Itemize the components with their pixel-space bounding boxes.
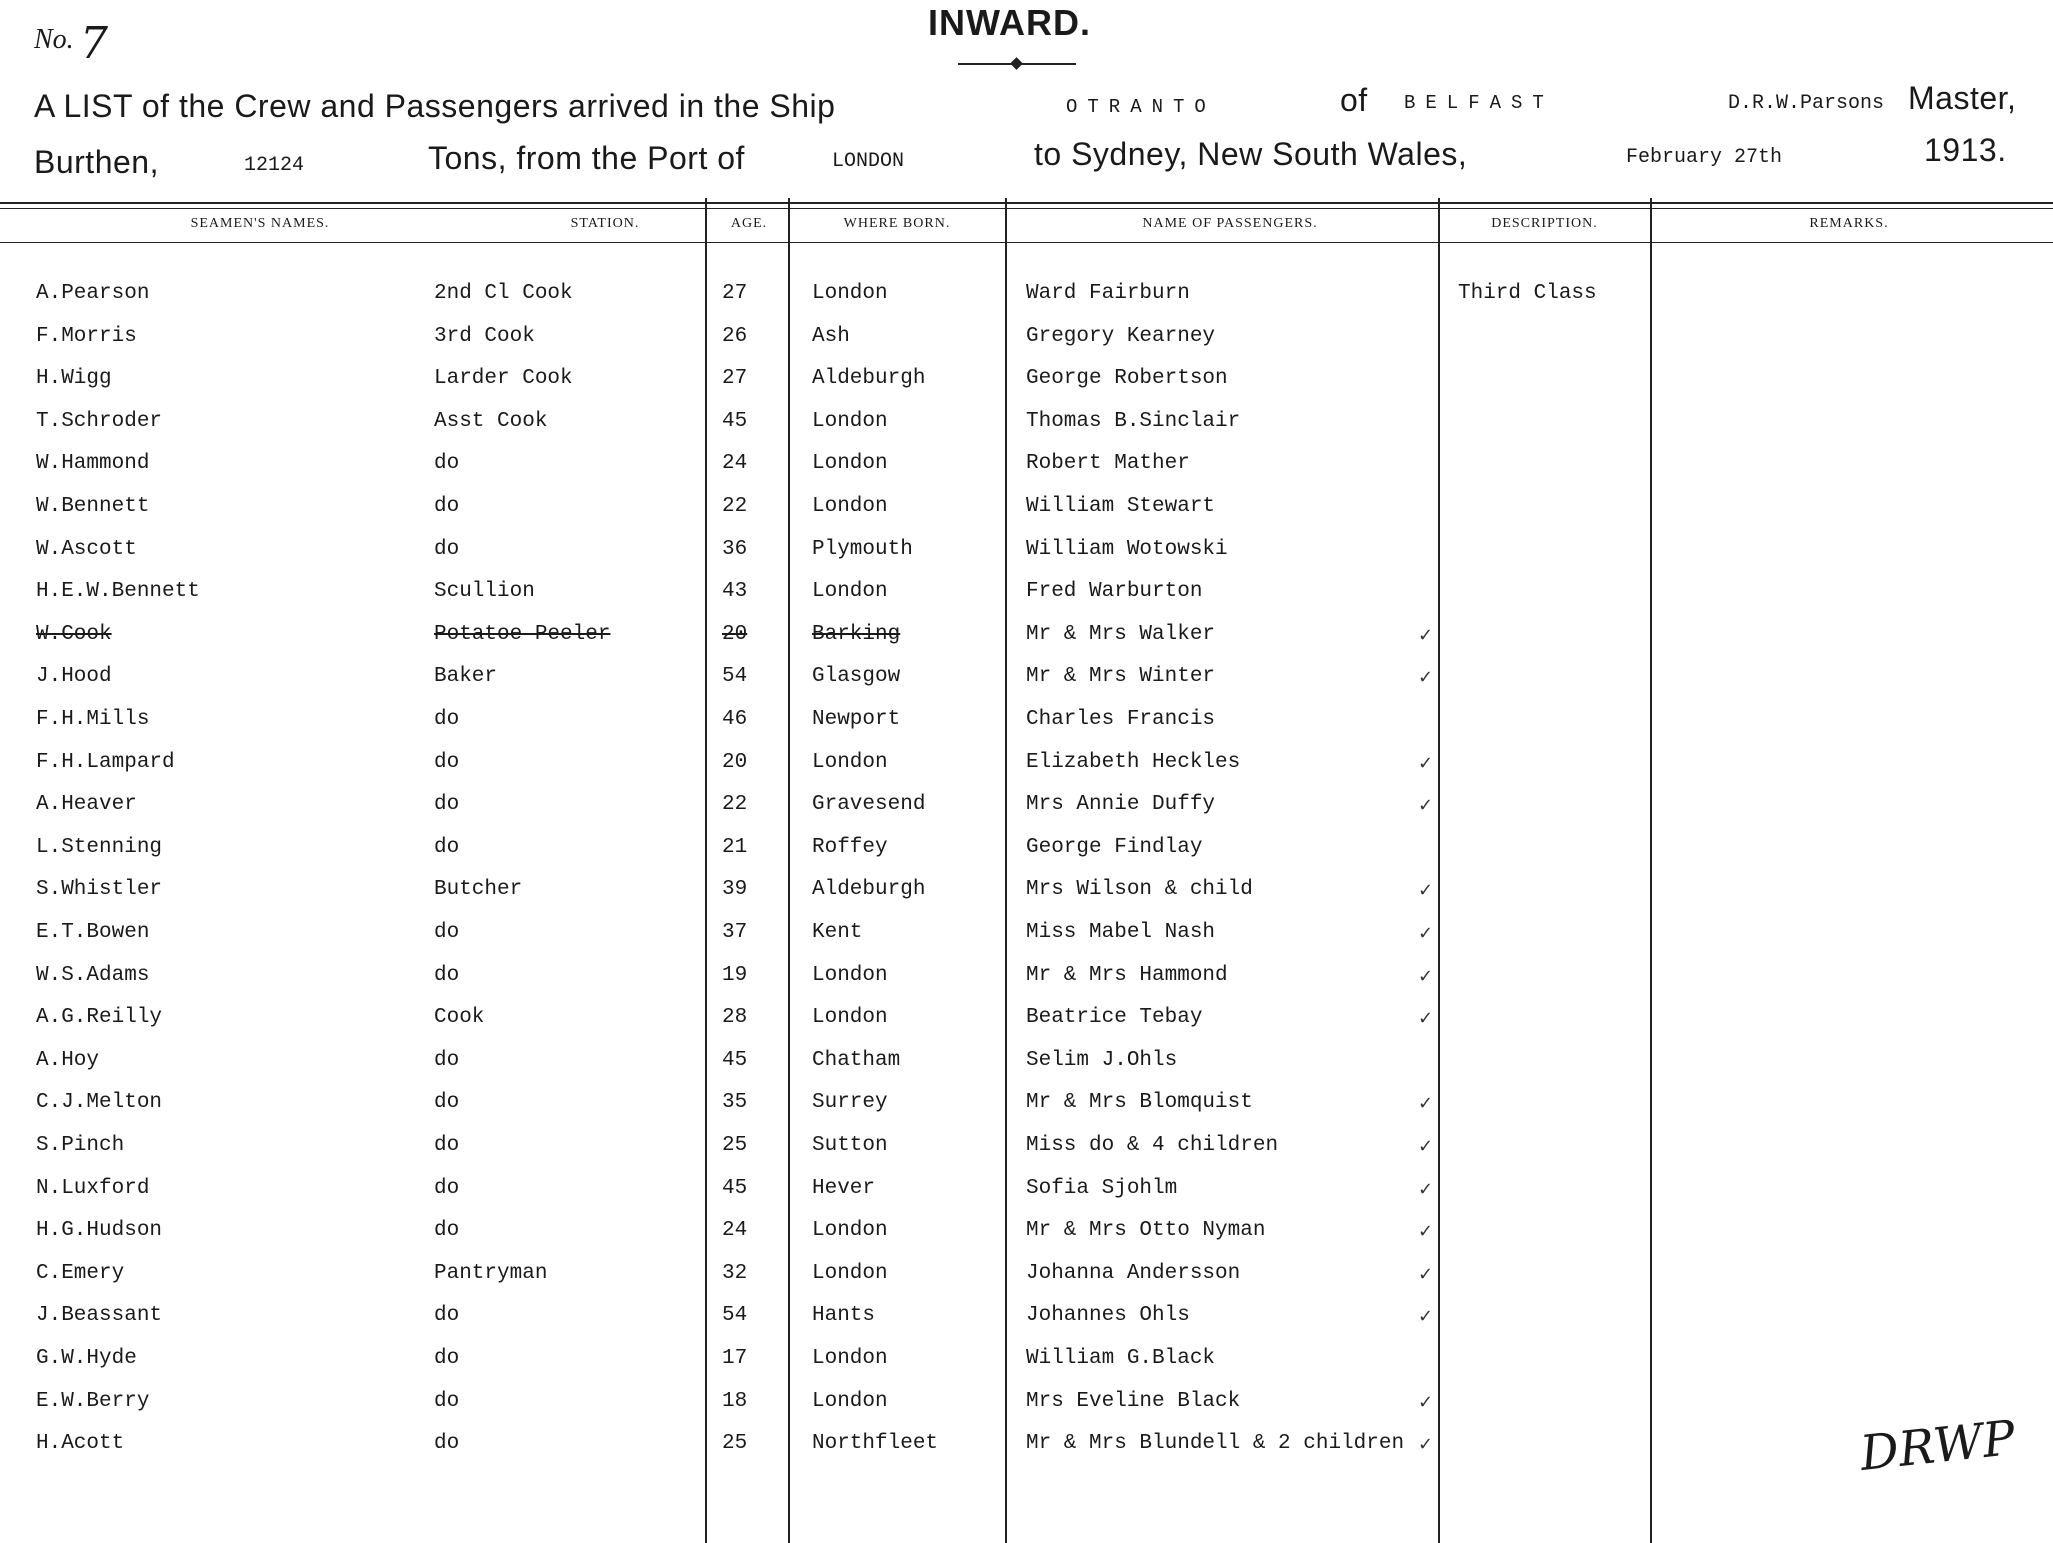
seaman-age: 46	[722, 708, 748, 731]
passenger-name: Mrs Wilson & child	[1026, 878, 1253, 902]
seaman-birthplace: Plymouth	[812, 537, 913, 561]
table-row	[0, 495, 2053, 535]
column-header-remarks: REMARKS.	[1809, 216, 1889, 231]
seaman-station: do	[434, 1304, 460, 1328]
table-row	[0, 1134, 2053, 1174]
seaman-age: 27	[722, 367, 748, 391]
seaman-birthplace: London	[812, 452, 888, 476]
seaman-station: Asst Cook	[434, 409, 548, 433]
seaman-birthplace: Chatham	[812, 1048, 901, 1072]
passenger-name: Fred Warburton	[1026, 580, 1203, 604]
seaman-age: 24	[722, 452, 748, 476]
seaman-station: Scullion	[434, 580, 535, 604]
check-mark-icon: ✓	[1418, 1093, 1434, 1115]
seaman-age: 45	[722, 409, 748, 433]
seaman-birthplace: Hants	[812, 1304, 876, 1328]
seaman-birthplace: Hever	[812, 1176, 876, 1200]
seaman-birthplace: London	[812, 1006, 888, 1030]
seaman-name: L.Stenning	[36, 835, 163, 859]
seaman-name: F.H.Mills	[36, 708, 150, 731]
seaman-name: J.Hood	[36, 665, 112, 689]
seaman-station: Butcher	[434, 878, 523, 902]
passenger-name: Charles Francis	[1026, 708, 1216, 731]
seaman-birthplace: London	[812, 1347, 888, 1370]
table-row	[0, 964, 2053, 1004]
passenger-name: Gregory Kearney	[1026, 324, 1216, 348]
seaman-age: 43	[722, 580, 748, 604]
passenger-name: Sofia Sjohlm	[1026, 1176, 1178, 1200]
passenger-name: George Findlay	[1026, 835, 1203, 859]
check-mark-icon: ✓	[1418, 1136, 1434, 1157]
table-top-rule	[0, 202, 2053, 204]
table-row	[0, 708, 2053, 748]
seaman-age: 24	[722, 1219, 748, 1243]
table-row	[0, 1049, 2053, 1089]
seaman-name: W.Hammond	[36, 452, 150, 476]
passenger-description: Third Class	[1458, 282, 1597, 305]
seaman-birthplace: London	[812, 1261, 888, 1285]
passenger-name: Johanna Andersson	[1026, 1261, 1241, 1285]
passenger-name: Johannes Ohls	[1026, 1304, 1190, 1328]
table-row	[0, 410, 2053, 450]
column-header-age: AGE.	[730, 216, 768, 231]
passenger-name: Elizabeth Heckles	[1026, 750, 1241, 774]
seaman-name: A.G.Reilly	[36, 1006, 163, 1030]
seaman-age: 27	[722, 282, 748, 305]
passenger-name: Selim J.Ohls	[1026, 1048, 1178, 1072]
seaman-age: 21	[722, 835, 748, 859]
table-row	[0, 1304, 2053, 1344]
seaman-station: Larder Cook	[434, 367, 573, 391]
seaman-birthplace: Sutton	[812, 1134, 888, 1157]
seaman-station: do	[434, 1176, 460, 1200]
seaman-name: W.Bennett	[36, 495, 150, 518]
seaman-name: F.Morris	[36, 324, 137, 348]
seaman-name: J.Beassant	[36, 1304, 163, 1328]
table-header-rule	[0, 242, 2053, 243]
seaman-name: A.Hoy	[36, 1048, 100, 1072]
seaman-age: 45	[722, 1176, 748, 1200]
seaman-name: H.E.W.Bennett	[36, 580, 200, 604]
seaman-station: 3rd Cook	[434, 324, 535, 348]
passenger-name: Mr & Mrs Walker	[1026, 622, 1216, 646]
table-row	[0, 282, 2053, 322]
seaman-age: 32	[722, 1261, 748, 1285]
seaman-station: do	[434, 921, 460, 944]
passenger-name: Mrs Eveline Black	[1026, 1389, 1241, 1413]
check-mark-icon: ✓	[1418, 923, 1434, 944]
seaman-age: 25	[722, 1134, 748, 1157]
master-name: D.R.W.Parsons	[1728, 92, 1885, 115]
seaman-station: do	[434, 452, 460, 476]
table-row	[0, 1177, 2053, 1217]
seaman-birthplace: London	[812, 963, 888, 987]
table-row	[0, 1390, 2053, 1430]
header-line1-text: A LIST of the Crew and Passengers arrived in the Ship	[34, 88, 836, 124]
seaman-station: Baker	[434, 665, 498, 689]
table-row	[0, 1262, 2053, 1302]
seaman-name: T.Schroder	[36, 409, 163, 433]
seaman-station: do	[434, 963, 460, 987]
passenger-name: Robert Mather	[1026, 452, 1190, 476]
passenger-name: George Robertson	[1026, 367, 1228, 391]
seaman-station: do	[434, 1219, 460, 1243]
table-row	[0, 580, 2053, 620]
seaman-age: 26	[722, 324, 748, 348]
seaman-age: 25	[722, 1432, 748, 1456]
table-row	[0, 623, 2053, 663]
seaman-birthplace: Aldeburgh	[812, 367, 926, 391]
seaman-name: S.Pinch	[36, 1134, 125, 1157]
seaman-station: do	[434, 495, 460, 518]
seaman-station: do	[434, 1432, 460, 1456]
check-mark-icon: ✓	[1418, 624, 1434, 646]
seaman-birthplace: London	[812, 750, 888, 774]
passenger-name: Mr & Mrs Blomquist	[1026, 1091, 1253, 1115]
check-mark-icon: ✓	[1418, 1221, 1434, 1243]
check-mark-icon: ✓	[1418, 1178, 1434, 1200]
arrival-year: 1913.	[1924, 132, 2007, 168]
seaman-station: Potatoe Peeler	[434, 622, 611, 646]
seaman-age: 17	[722, 1347, 748, 1370]
passenger-name: Ward Fairburn	[1026, 282, 1190, 305]
page-title: INWARD.	[928, 2, 1091, 43]
seaman-name: H.Acott	[36, 1432, 125, 1456]
seaman-birthplace: Surrey	[812, 1091, 888, 1115]
check-mark-icon: ✓	[1418, 1263, 1434, 1285]
seaman-birthplace: Ash	[812, 324, 850, 348]
tonnage-value: 12124	[244, 154, 305, 177]
table-row	[0, 1091, 2053, 1131]
seaman-name: A.Heaver	[36, 793, 137, 817]
column-header-passengers: NAME OF PASSENGERS.	[1142, 216, 1318, 231]
seaman-age: 22	[722, 793, 748, 817]
seaman-age: 36	[722, 537, 748, 561]
seaman-name: A.Pearson	[36, 282, 150, 305]
seaman-birthplace: Aldeburgh	[812, 878, 926, 902]
table-top-rule-inner	[0, 208, 2053, 209]
check-mark-icon: ✓	[1418, 752, 1434, 774]
seaman-station: Cook	[434, 1006, 485, 1030]
seaman-name: H.G.Hudson	[36, 1219, 163, 1243]
seaman-birthplace: London	[812, 1389, 888, 1413]
passenger-name: Mrs Annie Duffy	[1026, 793, 1216, 817]
seaman-name: W.Cook	[36, 622, 112, 646]
destination-label: to Sydney, New South Wales,	[1034, 136, 1468, 172]
seaman-station: do	[434, 1091, 460, 1115]
check-mark-icon: ✓	[1418, 1391, 1434, 1413]
seaman-station: do	[434, 835, 460, 859]
seaman-birthplace: Barking	[812, 622, 901, 646]
seaman-name: C.Emery	[36, 1261, 125, 1285]
table-row	[0, 878, 2053, 918]
seaman-birthplace: Glasgow	[812, 665, 901, 689]
seaman-station: do	[434, 708, 460, 731]
seaman-age: 35	[722, 1091, 748, 1115]
seaman-station: do	[434, 793, 460, 817]
seaman-birthplace: Northfleet	[812, 1432, 939, 1456]
table-row	[0, 1006, 2053, 1046]
check-mark-icon: ✓	[1418, 880, 1434, 902]
table-row	[0, 1432, 2053, 1472]
seaman-station: do	[434, 1134, 460, 1157]
seaman-age: 54	[722, 1304, 748, 1328]
departure-port: LONDON	[832, 150, 905, 173]
check-mark-icon: ✓	[1418, 795, 1434, 817]
seaman-birthplace: London	[812, 580, 888, 604]
seaman-birthplace: London	[812, 409, 888, 433]
table-row	[0, 793, 2053, 833]
passenger-name: Mr & Mrs Hammond	[1026, 963, 1228, 987]
seaman-name: E.T.Bowen	[36, 921, 150, 944]
seaman-age: 45	[722, 1048, 748, 1072]
column-header-where-born: WHERE BORN.	[843, 216, 951, 231]
seaman-age: 20	[722, 622, 748, 646]
passenger-name: Thomas B.Sinclair	[1026, 409, 1241, 433]
burthen-label: Burthen,	[34, 144, 159, 180]
seaman-name: E.W.Berry	[36, 1389, 150, 1413]
seaman-birthplace: London	[812, 495, 888, 518]
arrival-date: February 27th	[1626, 146, 1783, 169]
seaman-age: 39	[722, 878, 748, 902]
seaman-age: 19	[722, 963, 748, 987]
column-header-description: DESCRIPTION.	[1491, 216, 1598, 231]
table-row	[0, 325, 2053, 365]
table-row	[0, 1347, 2053, 1387]
passenger-name: William Stewart	[1026, 495, 1216, 518]
of-label: of	[1340, 82, 1368, 118]
tons-port-label: Tons, from the Port of	[428, 140, 745, 176]
seaman-name: W.Ascott	[36, 537, 137, 561]
seaman-age: 22	[722, 495, 748, 518]
seaman-birthplace: London	[812, 1219, 888, 1243]
seaman-birthplace: Gravesend	[812, 793, 926, 817]
seaman-name: G.W.Hyde	[36, 1347, 137, 1370]
seaman-station: do	[434, 750, 460, 774]
passenger-name: William G.Black	[1026, 1347, 1216, 1370]
master-signature: DRWP	[1857, 1410, 2018, 1482]
seaman-age: 20	[722, 750, 748, 774]
seaman-station: do	[434, 1048, 460, 1072]
seaman-name: S.Whistler	[36, 878, 163, 902]
seaman-station: Pantryman	[434, 1261, 548, 1285]
title-divider-ornament	[1010, 57, 1023, 70]
table-row	[0, 367, 2053, 407]
passenger-name: Mr & Mrs Otto Nyman	[1026, 1219, 1266, 1243]
seaman-name: F.H.Lampard	[36, 750, 175, 774]
seaman-station: do	[434, 1347, 460, 1370]
column-header-station: STATION.	[570, 216, 640, 231]
seaman-age: 28	[722, 1006, 748, 1030]
check-mark-icon: ✓	[1418, 965, 1434, 987]
check-mark-icon: ✓	[1418, 1008, 1434, 1030]
seaman-birthplace: Roffey	[812, 835, 888, 859]
check-mark-icon: ✓	[1418, 1434, 1434, 1456]
passenger-name: Beatrice Tebay	[1026, 1006, 1203, 1030]
check-mark-icon: ✓	[1418, 1306, 1434, 1328]
table-row	[0, 538, 2053, 578]
ship-name: OTRANTO	[1066, 96, 1216, 118]
passenger-name: Miss do & 4 children	[1026, 1134, 1279, 1157]
seaman-station: 2nd Cl Cook	[434, 282, 573, 305]
seaman-station: do	[434, 537, 460, 561]
seaman-name: N.Luxford	[36, 1176, 150, 1200]
check-mark-icon: ✓	[1418, 667, 1434, 689]
seaman-birthplace: Newport	[812, 708, 901, 731]
master-label: Master,	[1908, 80, 2017, 116]
document-number-label: No.	[34, 24, 74, 55]
table-row	[0, 452, 2053, 492]
passenger-name: Mr & Mrs Winter	[1026, 665, 1216, 689]
seaman-name: W.S.Adams	[36, 963, 150, 987]
seaman-birthplace: Kent	[812, 921, 863, 944]
table-row	[0, 751, 2053, 791]
seaman-name: H.Wigg	[36, 367, 112, 391]
passenger-name: Mr & Mrs Blundell & 2 children	[1026, 1432, 1405, 1456]
port-of-registry: BELFAST	[1404, 92, 1554, 114]
seaman-name: C.J.Melton	[36, 1091, 163, 1115]
column-header-seamen: SEAMEN'S NAMES.	[190, 216, 330, 231]
seaman-birthplace: London	[812, 282, 888, 305]
table-row	[0, 665, 2053, 705]
seaman-age: 18	[722, 1389, 748, 1413]
seaman-age: 54	[722, 665, 748, 689]
document-number-value: 7	[80, 18, 108, 69]
table-row	[0, 1219, 2053, 1259]
passenger-name: Miss Mabel Nash	[1026, 921, 1216, 944]
seaman-age: 37	[722, 921, 748, 944]
table-row	[0, 921, 2053, 961]
passenger-name: William Wotowski	[1026, 537, 1228, 561]
table-row	[0, 836, 2053, 876]
seaman-station: do	[434, 1389, 460, 1413]
